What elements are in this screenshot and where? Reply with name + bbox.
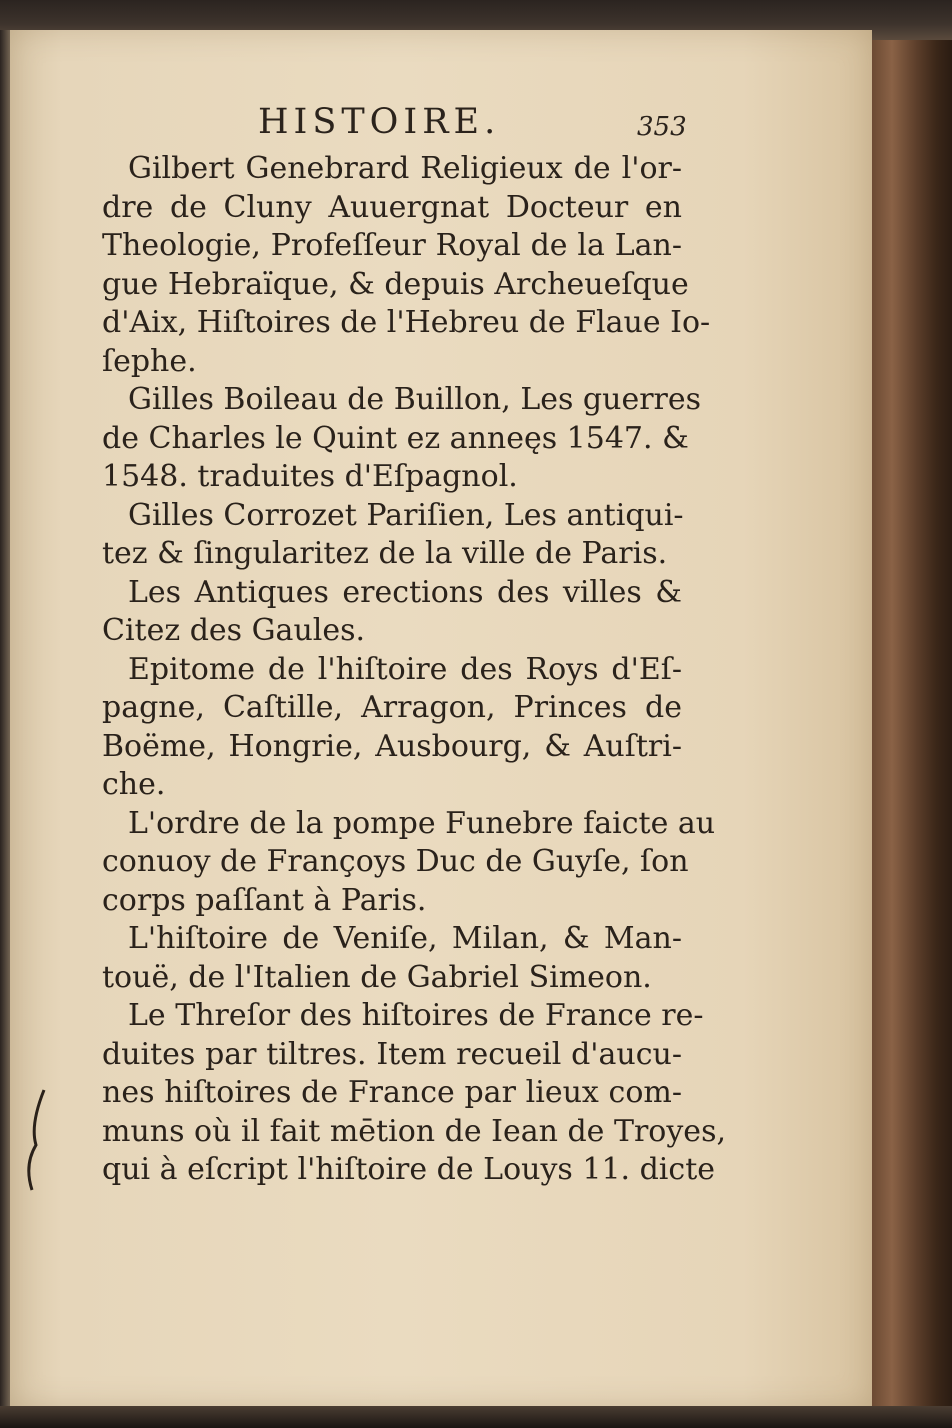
text-line: Theologie, Profeſſeur Royal de la Lan- [102,228,682,263]
text-line: de Charles le Quint ez anneęs 1547. & [102,420,689,456]
text-line: che. [102,767,166,802]
text-line: L'ordre de la pompe Funebre faicte au [128,805,716,841]
text-line: tez & ſingularitez de la ville de Paris. [102,536,668,571]
text-line: nes hiſtoires de France par lieux com- [102,1075,682,1110]
text-line: 1548. traduites d'Eſpagnol. [102,459,518,494]
text-line: muns où il fait mētion de Iean de Troyes, [102,1113,726,1149]
text-line: Le Threſor des hiſtoires de France re- [128,998,704,1033]
book-bottom-edge [0,1406,952,1428]
text-line: dre de Cluny Auuergnat Docteur en [102,189,682,225]
text-line: Epitome de l'hiſtoire des Roys d'Eſ- [128,651,682,687]
text-line: duites par tiltres. Item recueil d'aucu- [102,1036,682,1072]
text-line: ſephe. [102,343,197,379]
text-line: Gilles Corrozet Pariſien, Les antiqui- [128,497,684,533]
running-title: HISTOIRE. [258,102,501,142]
text-line: corps paſſant à Paris. [102,882,427,918]
text-line: gue Hebraïque, & depuis Archeueſque [102,266,689,302]
text-line: Citez des Gaules. [102,613,366,648]
margin-bracket-mark [14,1085,54,1195]
book-binding [872,40,952,1428]
body-text [102,150,726,1190]
text-line: Boëme, Hongrie, Ausbourg, & Auſtri- [102,728,682,764]
text-line: Gilbert Genebrard Religieux de l'or- [128,151,682,186]
text-line: qui à eſcript l'hiſtoire de Louys 11. dicte [102,1152,716,1187]
text-line: pagne, Caſtille, Arragon, Princes de [102,690,682,725]
text-line: conuoy de Françoys Duc de Guyſe, ſon [102,844,689,879]
text-line: Les Antiques erections des villes & [128,574,682,610]
text-line: touë, de l'Italien de Gabriel Simeon. [102,959,652,995]
page-number: 353 [637,112,687,142]
text-line: L'hiſtoire de Veniſe, Milan, & Man- [128,921,682,956]
text-line: d'Aix, Hiſtoires de l'Hebreu de Flaue Io- [102,305,711,340]
text-line: Gilles Boileau de Buillon, Les guerres [128,382,702,417]
